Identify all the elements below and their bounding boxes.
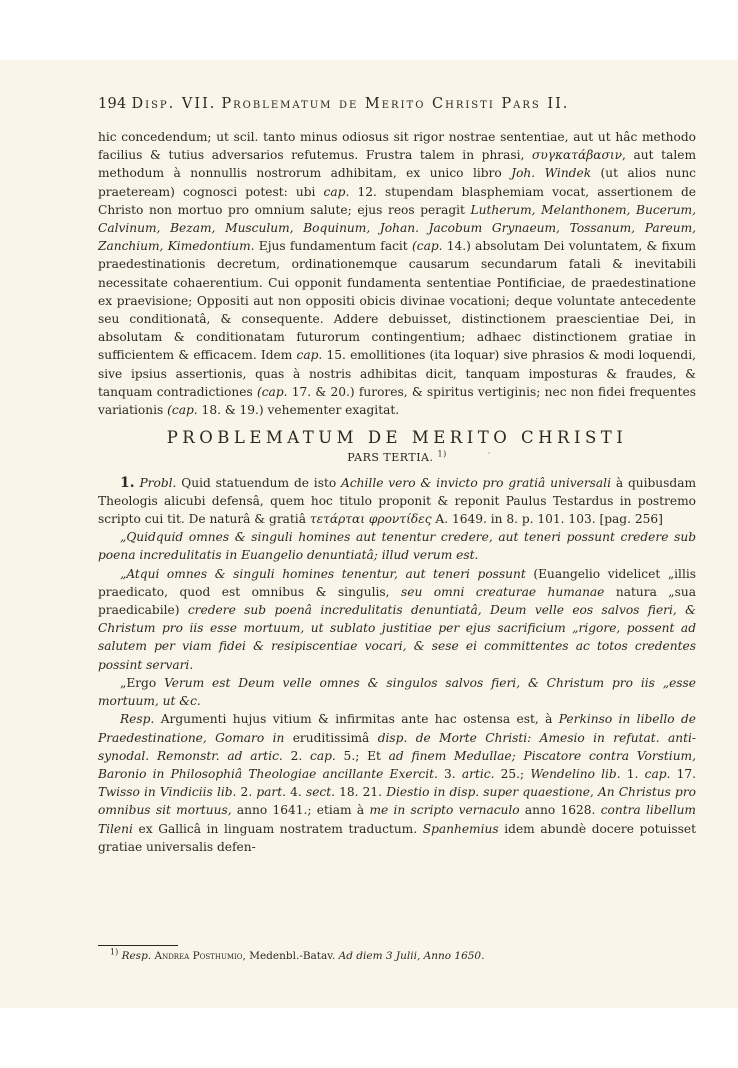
running-header: [98, 96, 698, 112]
paper-speck: [488, 452, 490, 454]
page-number: 194: [98, 96, 127, 112]
quote-major: „Quidquid omnes & singuli homines aut tenentur credere, aut teneri possunt credere sub poena incredulitatis in Euangelio denuntiatâ; illud verum est.: [98, 530, 696, 563]
footnote: $^{1)}$ Resp. Andrea Posthumio, Medenbl.-Batav. Ad diem 3 Julii, Anno 1650.: [110, 947, 485, 962]
section-subtitle: PARS TERTIA. $^{1)}$: [347, 449, 447, 465]
author-name: Joh. Windek: [511, 166, 592, 181]
reformers-list: Lutherum, Melanthonem, Bucerum, Calvinum, Bezam, Musculum, Boquinum, Johan. Jacobum Grynaeum, Tossanum, Pareum, Zanchium, Kimedontium.: [98, 202, 696, 254]
response-paragraph: Resp. Argumenti hujus vitium & infirmitas ante hac ostensa est, à Perkinso in libello de Praedestinatione, Gomaro in eruditissimâ disp. de Morte Christi: Amesio in refutat. anti-synodal. Remonstr. ad artic. 2. cap. 5.; Et ad finem Medullae; Piscatore contra Vorstium, Baronio in Philosophiâ Theologiae ancillante Exercit. 3. artic. 25.; Wendelino lib. 1. cap. 17. Twisso in Vindiciis lib. 2. part. 4. sect. 18. 21. Diestio in disp. super quaestione, An Christus pro omnibus sit mortuus, anno 1641.; etiam à me in scripto vernaculo anno 1628. contra libellum Tileni ex Gallicâ in linguam nostratem traductum. Spanhemius idem abundè docere potuisset gratiae universalis defen-: [98, 712, 696, 854]
quote-conclusion: „Ergo Verum est Deum velle omnes & singulos salvos fieri, & Christum pro iis „esse mortuum, ut &c.: [98, 675, 697, 709]
respondent-name: Andrea Posthumio,: [154, 950, 246, 962]
quote-minor: „Atqui omnes & singuli homines tenentur, aut teneri possunt (Euangelio videlicet „illis praedicato, quod est omnibus & singulis, seu omni creaturae humanae natura „sua praedicabile) credere sub poenâ incredulitatis denuntiatâ, Deum velle eos salvos fieri, & Christum pro iis esse mortuum, ut sublato justitiae per ejus sacrificium „rigore, possent ad salutem per viam fidei & resipiscentiae vocari, & sese ei committentes ac totos credentes possint servari.: [98, 566, 696, 672]
body-text: [98, 128, 696, 856]
disputation-date: Ad diem 3 Julii, Anno 1650.: [338, 950, 485, 962]
greek-title: τετάρται φροντίδες: [309, 512, 432, 527]
problem-paragraph: 1. Probl. Quid statuendum de isto Achille vero & invicto pro gratiâ universali à quibusdam Theologis alicubi defensâ, quem hoc titulo proponit & reponit Paulus Testardus in postremo scripto cui tit. De naturâ & gratiâ τετάρται φροντίδες A. 1649. in 8. p. 101. 103. [pag. 256]: [98, 474, 697, 527]
footnote-rule: [98, 945, 178, 946]
intro-paragraph: hic concedendum; ut scil. tanto minus odiosus sit rigor nostrae sententiae, aut ut hâc methodo facilius & tutius adversarios refutemus. Frustra talem in phrasi, συγκατάβασιν, aut talem methodum à nonnullis nostrorum adhibitam, ex unico libro Joh. Windek (ut alios nunc praeteream) cognosci potest: ubi cap. 12. stupendam blasphemiam vocat, assertionem de Christo non mortuo pro omnium salute; ejus reos peragit Lutherum, Melanthonem, Bucerum, Calvinum, Bezam, Musculum, Boquinum, Johan. Jacobum Grynaeum, Tossanum, Pareum, Zanchium, Kimedontium. Ejus fundamentum facit (cap. 14.) absolutam Dei voluntatem, & fixum praedestinationis decretum, ordinationemque causarum secundarum fatali & inevitabili necessitate cohaerentium. Cui opponit fundamenta sententiae Pontificiae, de praedestinatione ex praevisione; Oppositi aut non oppositi obicis divinae vocationi; deque voluntate antecedente seu conditionatâ, & consequente. Addere debuisset, distinctionem praescientiae Dei, in absolutam & conditionatam futurorum contingentium; adhaec distinctionem gratiae in sufficientem & efficacem. Idem cap. 15. emollitiones (ita loquar) sive phrasios & modi loquendi, sive ipsius assertionis, quas à nostris adhibitas dicit, tanquam imposturas & fraudes, & tanquam contradictiones (cap. 17. & 20.) furores, & spiritus vertiginis; nec non fidei frequentes variationis (cap. 18. & 19.) vehementer exagitat.: [98, 130, 697, 418]
disputation-number: Disp. VII.: [131, 96, 217, 112]
section-title: PROBLEMATUM DE MERITO CHRISTI: [166, 428, 628, 448]
problem-number: 1.: [120, 474, 135, 491]
running-title: Problematum de Merito Christi Pars II.: [221, 96, 570, 112]
greek-term: συγκατάβασιν: [532, 148, 623, 163]
footnote-marker: 1): [437, 449, 447, 459]
